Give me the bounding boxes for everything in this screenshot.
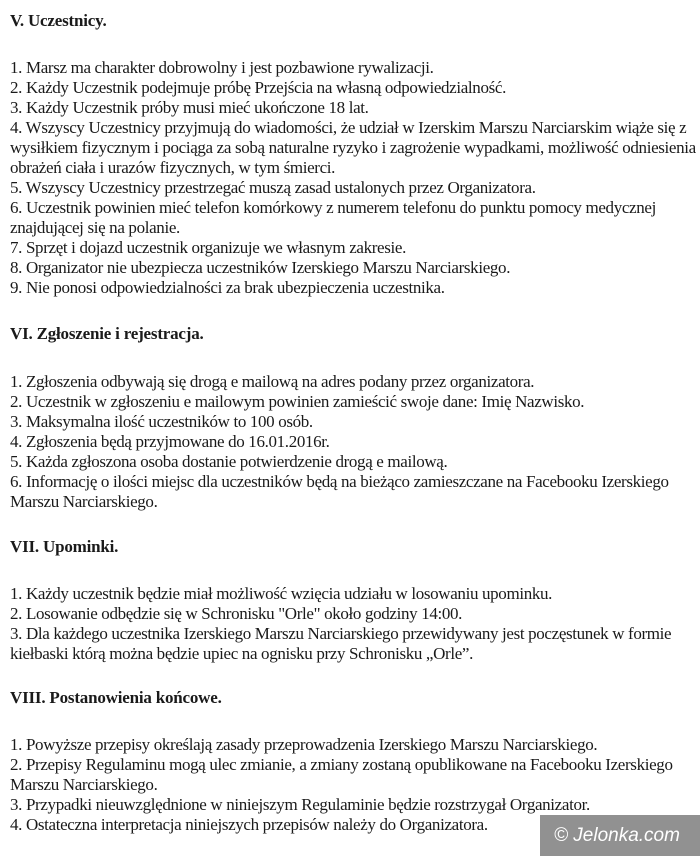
list-item: 1. Powyższe przepisy określają zasady przeprowadzenia Izerskiego Marszu Narciarskiego. — [10, 735, 598, 754]
souvenirs-list — [10, 584, 696, 664]
list-item: 1. Zgłoszenia odbywają się drogą e mailową na adres podany przez organizatora. — [10, 372, 535, 391]
list-item: 2. Uczestnik w zgłoszeniu e mailowym powinien zamieścić swoje dane: Imię Nazwisko. — [10, 392, 585, 411]
section-heading: VIII. Postanowienia końcowe. — [10, 688, 222, 707]
list-item: 5. Każda zgłoszona osoba dostanie potwierdzenie drogą e mailową. — [10, 452, 448, 471]
list-item: 1. Każdy uczestnik będzie miał możliwość wzięcia udziału w losowaniu upominku. — [10, 584, 553, 603]
list-item: 2. Przepisy Regulaminu mogą ulec zmianie, a zmiany zostaną opublikowane na Facebooku Izerskiego Marszu Narciarskiego. — [10, 755, 673, 794]
section-final-provisions — [10, 688, 696, 835]
list-item: 3. Przypadki nieuwzględnione w niniejszym Regulaminie będzie rozstrzygał Organizator. — [10, 795, 590, 814]
participants-list — [10, 58, 696, 298]
section-souvenirs — [10, 537, 696, 664]
list-item: 1. Marsz ma charakter dobrowolny i jest pozbawione rywalizacji. — [10, 58, 434, 77]
list-item: 4. Zgłoszenia będą przyjmowane do 16.01.2016r. — [10, 432, 330, 451]
list-item: 3. Dla każdego uczestnika Izerskiego Marszu Narciarskiego przewidywany jest poczęstunek w formie kiełbaski którą można będzie upiec na ognisku przy Schronisku „Orle”. — [10, 624, 672, 663]
section-participants — [10, 0, 696, 298]
list-item: 8. Organizator nie ubezpiecza uczestników Izerskiego Marszu Narciarskiego. — [10, 258, 511, 277]
list-item: 9. Nie ponosi odpowiedzialności za brak ubezpieczenia uczestnika. — [10, 278, 445, 297]
list-item: 5. Wszyscy Uczestnicy przestrzegać muszą zasad ustalonych przez Organizatora. — [10, 178, 536, 197]
list-item: 2. Każdy Uczestnik podejmuje próbę Przejścia na własną odpowiedzialność. — [10, 78, 506, 97]
list-item: 7. Sprzęt i dojazd uczestnik organizuje we własnym zakresie. — [10, 238, 406, 257]
section-heading: VI. Zgłoszenie i rejestracja. — [10, 324, 204, 343]
list-item: 4. Ostateczna interpretacja niniejszych przepisów należy do Organizatora. — [10, 815, 488, 834]
section-heading: VII. Upominki. — [10, 537, 119, 556]
list-item: 6. Uczestnik powinien mieć telefon komórkowy z numerem telefonu do punktu pomocy medycznej znajdującej się na polanie. — [10, 198, 656, 237]
regulations-document — [10, 0, 696, 835]
list-item: 4. Wszyscy Uczestnicy przyjmują do wiadomości, że udział w Izerskim Marszu Narciarskim wiąże się z wysiłkiem fizycznym i pociąga za sobą naturalne ryzyko i zagrożenie wypadkami, możliwość odniesienia obrażeń ciała i urazów fizycznych, w tym śmierci. — [10, 118, 696, 177]
section-registration — [10, 324, 696, 512]
copyright-watermark: © Jelonka.com — [540, 815, 700, 856]
list-item: 3. Każdy Uczestnik próby musi mieć ukończone 18 lat. — [10, 98, 369, 117]
section-heading: V. Uczestnicy. — [10, 11, 107, 30]
list-item: 3. Maksymalna ilość uczestników to 100 osób. — [10, 412, 313, 431]
list-item: 2. Losowanie odbędzie się w Schronisku "Orle" około godziny 14:00. — [10, 604, 463, 623]
list-item: 6. Informację o ilości miejsc dla uczestników będą na bieżąco zamieszczane na Facebooku Izerskiego Marszu Narciarskiego. — [10, 472, 669, 511]
registration-list — [10, 372, 696, 512]
